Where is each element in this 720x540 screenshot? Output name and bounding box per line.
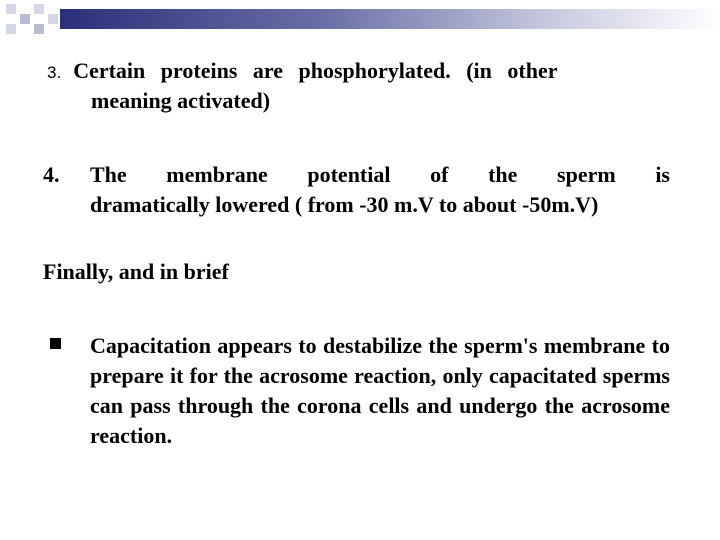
decor-square <box>34 4 44 14</box>
list-item-number: 4. <box>43 162 60 187</box>
list-item-number: 3. <box>47 63 62 82</box>
subheading: Finally, and in brief <box>43 259 229 284</box>
list-item-3-line1 <box>47 57 670 87</box>
list-item-3-line2: meaning activated) <box>91 88 271 113</box>
header-decoration <box>0 0 720 38</box>
list-item-4 <box>43 160 670 220</box>
decor-square <box>6 24 16 34</box>
decor-square <box>34 24 44 34</box>
square-bullet-icon <box>50 338 61 349</box>
list-item-4-line1 <box>43 160 670 190</box>
decor-square <box>48 14 58 24</box>
header-gradient-bar <box>60 9 720 29</box>
decor-square <box>20 14 30 24</box>
bullet-paragraph: Capacitation appears to destabilize the sperm's membrane to prepare it for the acrosome reaction, only capacitated sperms can pass through the corona cells and undergo the acrosome reaction. <box>90 333 670 448</box>
list-item-text: The membrane potential of the sperm is <box>90 162 670 187</box>
list-item-4-continuation: dramatically lowered ( from -30 m.V to about -50m.V) <box>90 192 599 217</box>
list-item-text: Certain proteins are phosphorylated. (in other <box>73 58 558 83</box>
decor-square <box>6 4 16 14</box>
list-item-3 <box>47 57 670 115</box>
